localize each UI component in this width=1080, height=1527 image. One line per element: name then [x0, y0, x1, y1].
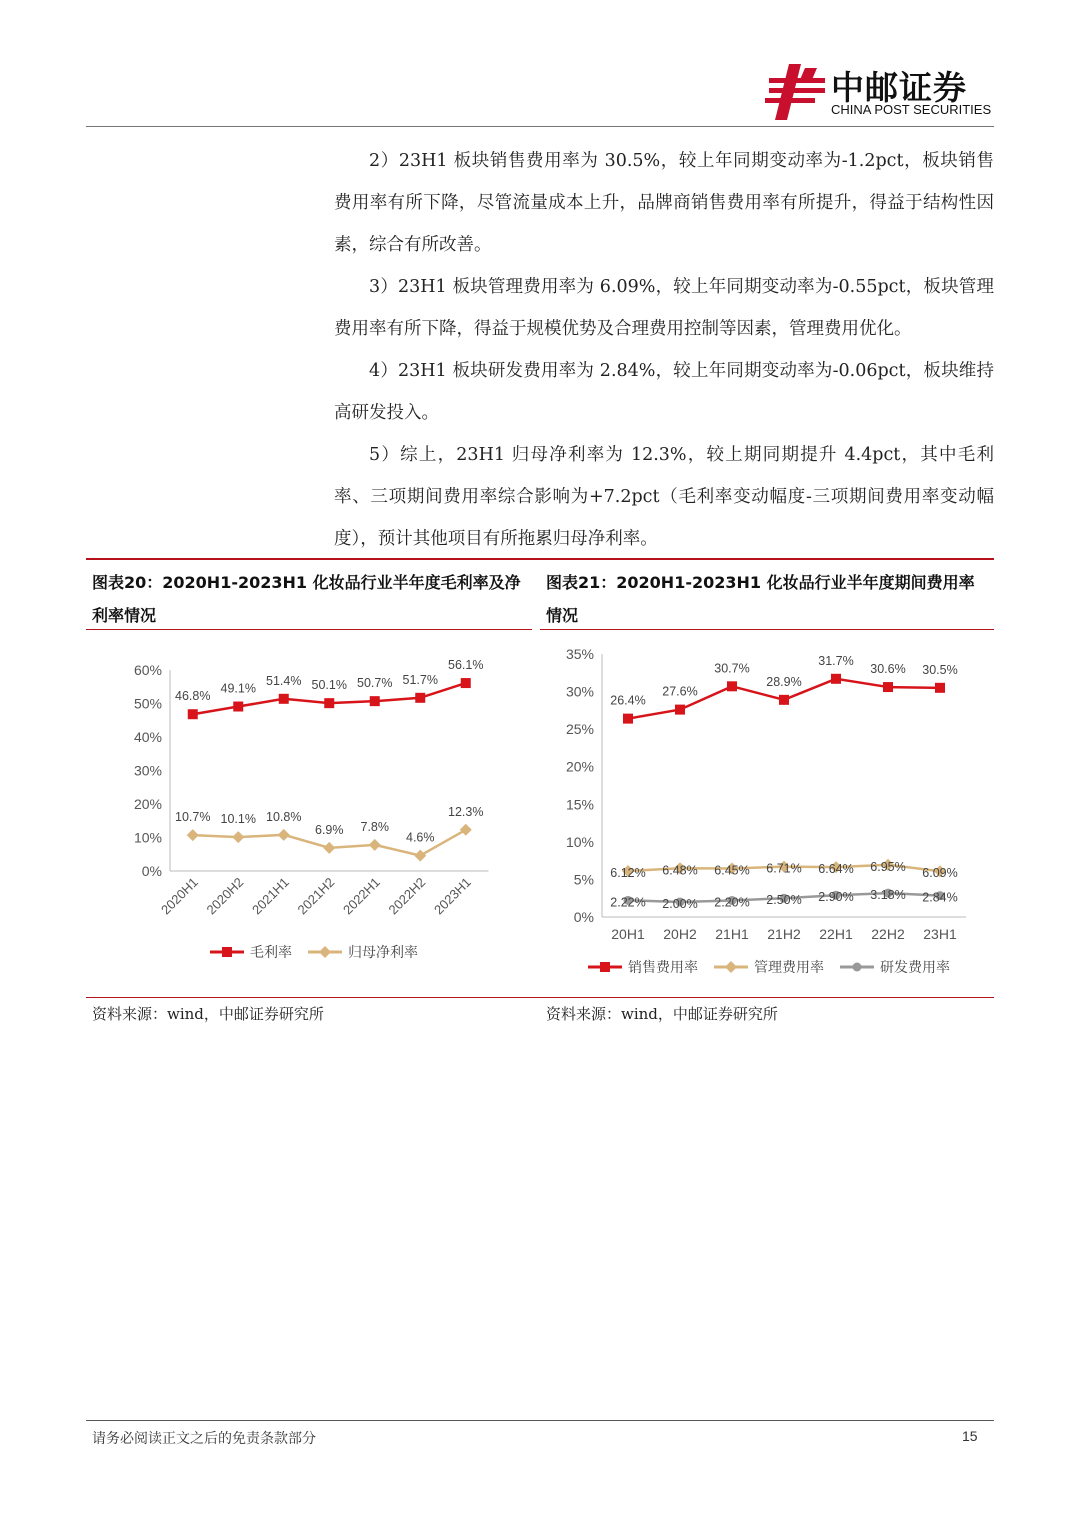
data-label-2: 2.00%: [662, 896, 698, 911]
body-text: [334, 140, 994, 560]
x-tick-label: 21H1: [715, 926, 749, 942]
data-point-0: [727, 681, 737, 691]
data-label-0: 31.7%: [818, 653, 854, 668]
figure-20-title: 图表20：2020H1-2023H1 化妆品行业半年度毛利率及净利率情况: [92, 573, 521, 625]
legend-marker-0: [222, 947, 232, 957]
chart-expense-ratios-svg: [540, 640, 994, 990]
chart-gross-net-margin-svg: [86, 640, 532, 990]
data-label-0: 30.5%: [922, 662, 958, 677]
paragraph-sales-expense: 2）23H1 板块销售费用率为 30.5%，较上年同期变动率为-1.2pct，板块销售费用率有所下降，尽管流量成本上升，品牌商销售费用率有所提升，得益于结构性因素，综合有所改善。: [334, 151, 994, 255]
data-label-0: 27.6%: [662, 684, 698, 699]
figure-21-title-underline: [540, 629, 994, 630]
data-point-1: [369, 839, 381, 851]
x-tick-label: 21H2: [767, 926, 801, 942]
figure-21-title: 图表21：2020H1-2023H1 化妆品行业半年度期间费用率情况: [546, 573, 975, 625]
data-label-0: 49.1%: [220, 681, 256, 696]
data-point-0: [461, 678, 471, 688]
data-label-1: 10.8%: [266, 809, 302, 824]
y-tick-label: 30%: [565, 683, 594, 700]
data-label-1: 4.6%: [406, 830, 435, 845]
data-point-1: [414, 850, 426, 862]
data-point-1: [187, 829, 199, 841]
x-tick-label: 20H1: [611, 926, 645, 942]
data-label-1: 6.95%: [870, 859, 906, 874]
x-tick-label: 22H2: [871, 926, 905, 942]
data-label-2: 2.20%: [714, 895, 750, 910]
x-tick-label: 2022H1: [340, 874, 383, 918]
x-tick-label: 2023H1: [431, 874, 474, 918]
data-label-0: 50.7%: [357, 676, 393, 691]
data-point-0: [779, 695, 789, 705]
data-label-0: 30.7%: [714, 661, 750, 676]
data-point-0: [188, 709, 198, 719]
x-tick-label: 20H2: [663, 926, 697, 942]
x-tick-label: 23H1: [923, 926, 957, 942]
legend-label-0: 销售费用率: [628, 959, 698, 975]
logo-english-name: CHINA POST SECURITIES: [831, 102, 992, 117]
data-point-0: [623, 714, 633, 724]
legend-marker-1: [725, 961, 737, 973]
data-label-1: 6.09%: [922, 866, 958, 881]
data-label-0: 56.1%: [448, 658, 484, 673]
y-tick-label: 20%: [565, 758, 594, 775]
paragraph-summary: 5）综上，23H1 归母净利率为 12.3%，较上期同期提升 4.4pct，其中毛利率、三项期间费用率综合影响为+7.2pct（毛利率变动幅度-三项期间费用率变动幅度），预计其他项目有所拖累归母净利率。: [334, 445, 994, 549]
y-tick-label: 20%: [133, 796, 162, 812]
y-tick-label: 60%: [133, 662, 162, 678]
data-point-0: [935, 683, 945, 693]
footer-divider: [86, 1420, 994, 1421]
legend-marker-0: [600, 962, 610, 972]
logo-chinese-name: 中邮证券: [831, 68, 967, 107]
paragraph-rd-expense: 4）23H1 板块研发费用率为 2.84%，较上年同期变动率为-0.06pct，板块维持高研发投入。: [334, 361, 994, 423]
figure-bottom-divider: [86, 997, 994, 998]
data-label-0: 28.9%: [766, 674, 802, 689]
legend-marker-1: [319, 946, 331, 958]
data-label-1: 6.48%: [662, 863, 698, 878]
data-label-0: 51.4%: [266, 673, 302, 688]
data-point-0: [883, 682, 893, 692]
x-tick-label: 2021H2: [294, 874, 338, 918]
footer-disclaimer: 请务必阅读正文之后的免责条款部分: [92, 1431, 316, 1447]
header-divider: [86, 126, 994, 127]
paragraph-admin-expense: 3）23H1 板块管理费用率为 6.09%，较上年同期变动率为-0.55pct，板块管理费用率有所下降，得益于规模优势及合理费用控制等因素，管理费用优化。: [334, 277, 994, 339]
y-tick-label: 30%: [133, 762, 162, 779]
legend-label-1: 归母净利率: [348, 944, 418, 960]
y-tick-label: 50%: [133, 695, 162, 712]
x-tick-label: 2022H2: [385, 874, 429, 918]
data-label-2: 2.84%: [922, 890, 958, 905]
y-tick-label: 15%: [565, 796, 594, 813]
data-label-1: 6.71%: [766, 861, 802, 876]
chart-gross-net-margin: [86, 640, 532, 994]
chart-expense-ratios: [540, 640, 994, 994]
data-point-0: [415, 693, 425, 703]
x-tick-label: 2020H2: [203, 874, 247, 918]
data-label-1: 6.12%: [610, 866, 646, 881]
data-label-0: 46.8%: [175, 689, 211, 704]
legend-label-2: 研发费用率: [880, 959, 950, 975]
data-label-1: 6.9%: [315, 822, 344, 837]
data-label-1: 6.45%: [714, 863, 750, 878]
x-tick-label: 2021H1: [249, 874, 292, 918]
legend-marker-2: [853, 963, 862, 972]
y-tick-label: 40%: [133, 729, 162, 745]
figure-20-source: 资料来源：wind，中邮证券研究所: [92, 1005, 324, 1023]
y-tick-label: 10%: [565, 833, 594, 850]
x-tick-label: 22H1: [819, 926, 853, 942]
data-label-1: 7.8%: [360, 819, 389, 834]
data-point-1: [323, 842, 335, 854]
data-point-1: [460, 824, 472, 836]
data-label-0: 26.4%: [610, 693, 646, 708]
company-logo: [765, 62, 1005, 122]
data-label-2: 2.22%: [610, 895, 646, 910]
data-point-0: [324, 698, 334, 708]
data-label-1: 10.7%: [175, 810, 211, 825]
data-point-0: [675, 705, 685, 715]
data-label-2: 2.50%: [766, 893, 802, 908]
y-tick-label: 25%: [565, 721, 594, 738]
data-point-1: [278, 829, 290, 841]
y-tick-label: 0%: [573, 909, 594, 925]
china-post-logo-icon: [765, 62, 829, 122]
data-point-1: [232, 831, 244, 843]
data-label-1: 10.1%: [220, 812, 256, 827]
y-tick-label: 35%: [565, 646, 594, 662]
data-label-0: 30.6%: [870, 662, 906, 677]
data-point-0: [831, 674, 841, 684]
x-tick-label: 2020H1: [158, 874, 201, 918]
data-point-0: [279, 694, 289, 704]
figure-21-source: 资料来源：wind，中邮证券研究所: [546, 1005, 778, 1023]
figure-top-divider: [86, 558, 994, 560]
page-number: 15: [962, 1428, 978, 1444]
legend-label-1: 管理费用率: [754, 959, 824, 975]
data-label-2: 3.18%: [870, 888, 906, 903]
figure-20-title-underline: [86, 629, 532, 630]
y-tick-label: 10%: [133, 829, 162, 846]
y-tick-label: 5%: [573, 871, 594, 888]
data-label-1: 12.3%: [448, 804, 484, 819]
data-label-2: 2.90%: [818, 890, 854, 905]
data-label-0: 51.7%: [402, 672, 438, 687]
legend-label-0: 毛利率: [250, 944, 292, 960]
data-label-1: 6.64%: [818, 862, 854, 877]
data-label-0: 50.1%: [311, 678, 347, 693]
data-point-0: [370, 696, 380, 706]
data-point-0: [233, 702, 243, 712]
y-tick-label: 0%: [141, 863, 162, 879]
